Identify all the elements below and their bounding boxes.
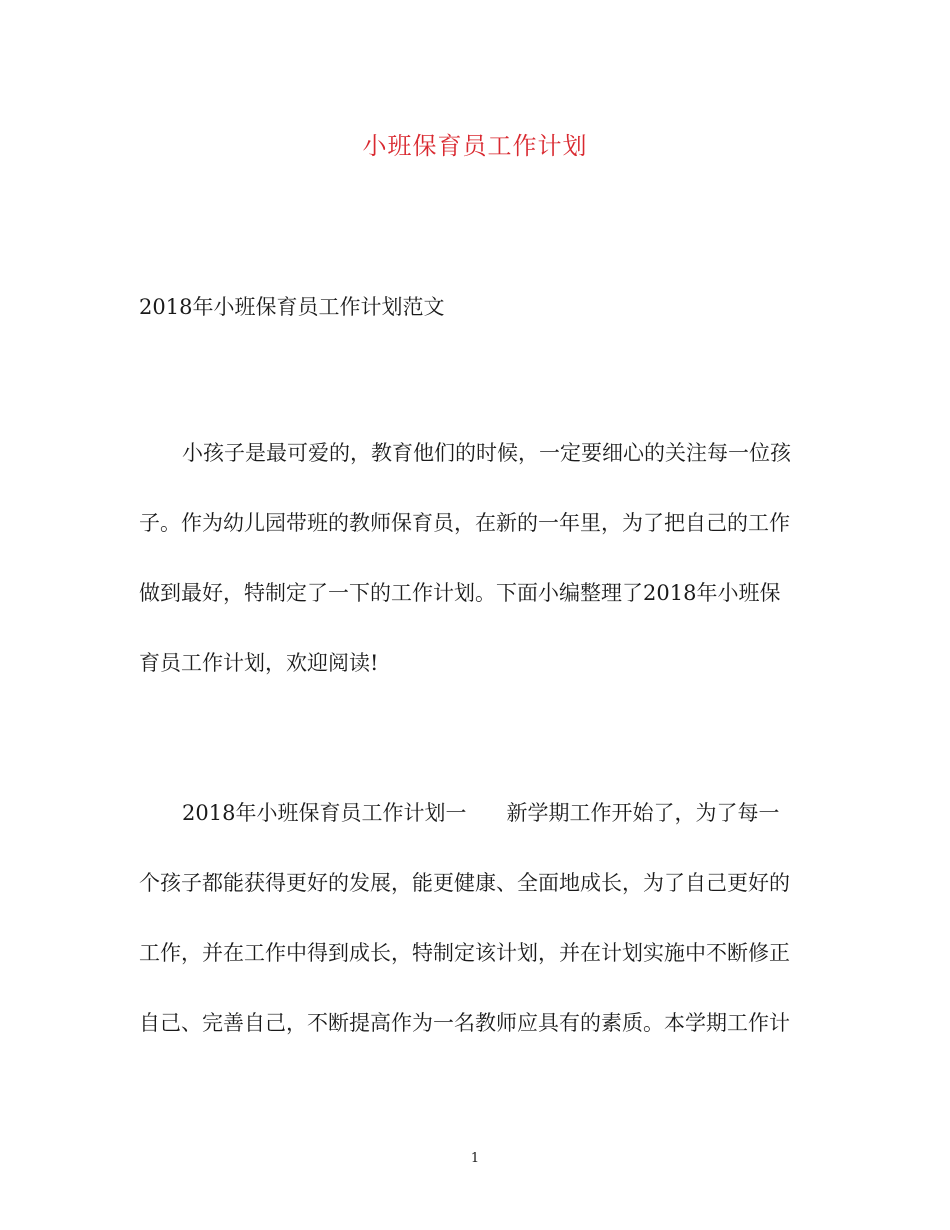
paragraph-line: 育员工作计划，欢迎阅读!	[139, 651, 379, 675]
paragraph-line: 工作，并在工作中得到成长，特制定该计划，并在计划实施中不断修正	[139, 941, 790, 965]
paragraph-line: 做到最好，特制定了一下的工作计划。下面小编整理了2018年小班保	[139, 581, 781, 605]
paragraph-line: 小孩子是最可爱的，教育他们的时候，一定要细心的关注每一位孩	[182, 441, 791, 465]
document-subtitle: 2018年小班保育员工作计划范文	[139, 295, 445, 319]
paragraph-line: 自己、完善自己，不断提高作为一名教师应具有的素质。本学期工作计	[139, 1011, 790, 1035]
section-text-start: 新学期工作开始了，为了每一	[506, 801, 780, 825]
paragraph-line: 个孩子都能获得更好的发展，能更健康、全面地成长，为了自己更好的	[139, 871, 790, 895]
paragraph-line: 子。作为幼儿园带班的教师保育员，在新的一年里，为了把自己的工作	[139, 511, 790, 535]
document-title: 小班保育员工作计划	[362, 132, 588, 160]
section-first-line	[182, 796, 862, 830]
page-number: 1	[470, 1151, 480, 1166]
section-heading: 2018年小班保育员工作计划一	[182, 801, 467, 825]
